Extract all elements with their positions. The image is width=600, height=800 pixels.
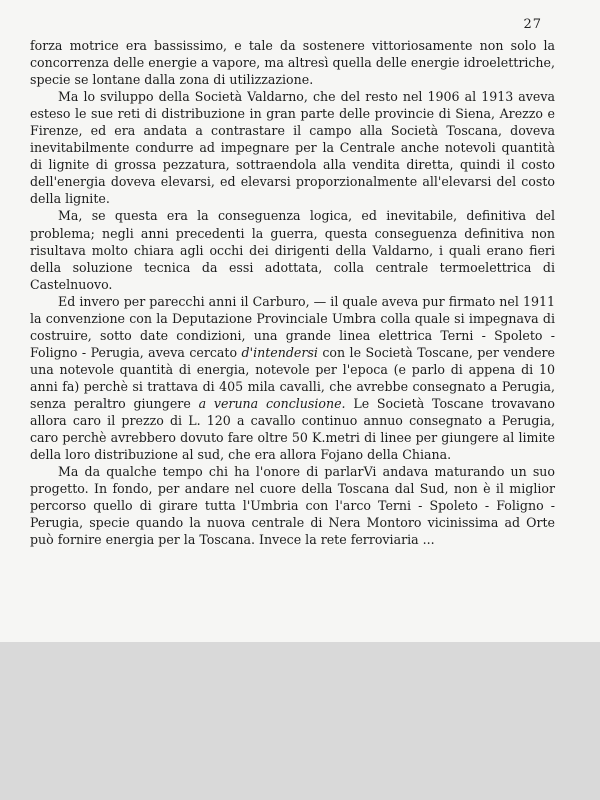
page-number: 27 <box>523 17 542 32</box>
body-text <box>30 37 555 548</box>
paragraph-4-emphasis-b: a veruna conclusione. <box>198 395 346 411</box>
paragraph-3: Ma, se questa era la conseguenza logica, ed inevitabile, definitiva del problema; negli anni precedenti la guerra, questa conseguenza definitiva non risultava molto chiara agli occhi dei dirigenti della Valdarno, i quali erano fieri della soluzione tecnica da essi adottata, colla centrale termoelettrica di Castelnuovo. <box>30 208 555 292</box>
paragraph-2: Ma lo sviluppo della Società Valdarno, che del resto nel 1906 al 1913 aveva esteso le sue reti di distribuzione in gran parte delle provincie di Siena, Arezzo e Firenze, ed era andata a contrastare il campo alla Società Toscana, doveva inevitabilmente condurre ad impegnare per la Centrale anche notevoli quantità di lignite di grossa pezzatura, sottraendola alla vendita diretta, quindi il costo dell'energia doveva elevarsi, ed elevarsi proporzionalmente all'elevarsi del costo della lignite. <box>30 89 555 207</box>
paragraph-4-text-a: Ed invero per parecchi anni il Carburo, — il quale aveva pur firmato nel 1911 la convenzione con la Deputazione Provinciale Umbra colla quale si impegnava di costruire, sotto date condizioni, una grande linea elettrica Terni - Spoleto - Foligno - Perugia, aveva cercato <box>30 293 555 360</box>
paragraph-1: forza motrice era bassissimo, e tale da sostenere vittoriosamente non solo la concorrenza delle energie a vapore, ma altresì quella delle energie idroelettriche, specie se lontane dalla zona di utilizzazione. <box>30 38 555 88</box>
paragraph-4-text-b: con le Società Toscane, per vendere una notevole quantità di energia, notevole per l'epoca (e parlo di appena di 10 anni fa) perchè si trattava di 405 mila cavalli, che avrebbe consegnato a Perugia, senza peraltro giungere <box>30 344 555 411</box>
paragraph-5: Ma da qualche tempo chi ha l'onore di parlarVi andava maturando un suo progetto. In fondo, per andare nel cuore della Toscana dal Sud, non è il miglior percorso quello di girare tutta l'Umbria con l'arco Terni - Spoleto - Foligno - Perugia, specie quando la nuova centrale di Nera Montoro vicinissima ad Orte può fornire energia per la Toscana. Invece la rete ferroviaria ... <box>30 464 555 548</box>
paragraph-4 <box>30 293 555 463</box>
paragraph-4-text-c: Le Società Toscane trovavano allora caro il prezzo di L. 120 a cavallo continuo annuo consegnato a Perugia, caro perchè avrebbero dovuto fare oltre 50 K.metri di linee per giungere al limite della loro distribuzione al sud, che era allora Fojano della Chiana. <box>30 395 556 463</box>
paragraph-4-emphasis-a: d'intendersi <box>241 344 318 360</box>
blank-bottom-area <box>0 642 600 800</box>
